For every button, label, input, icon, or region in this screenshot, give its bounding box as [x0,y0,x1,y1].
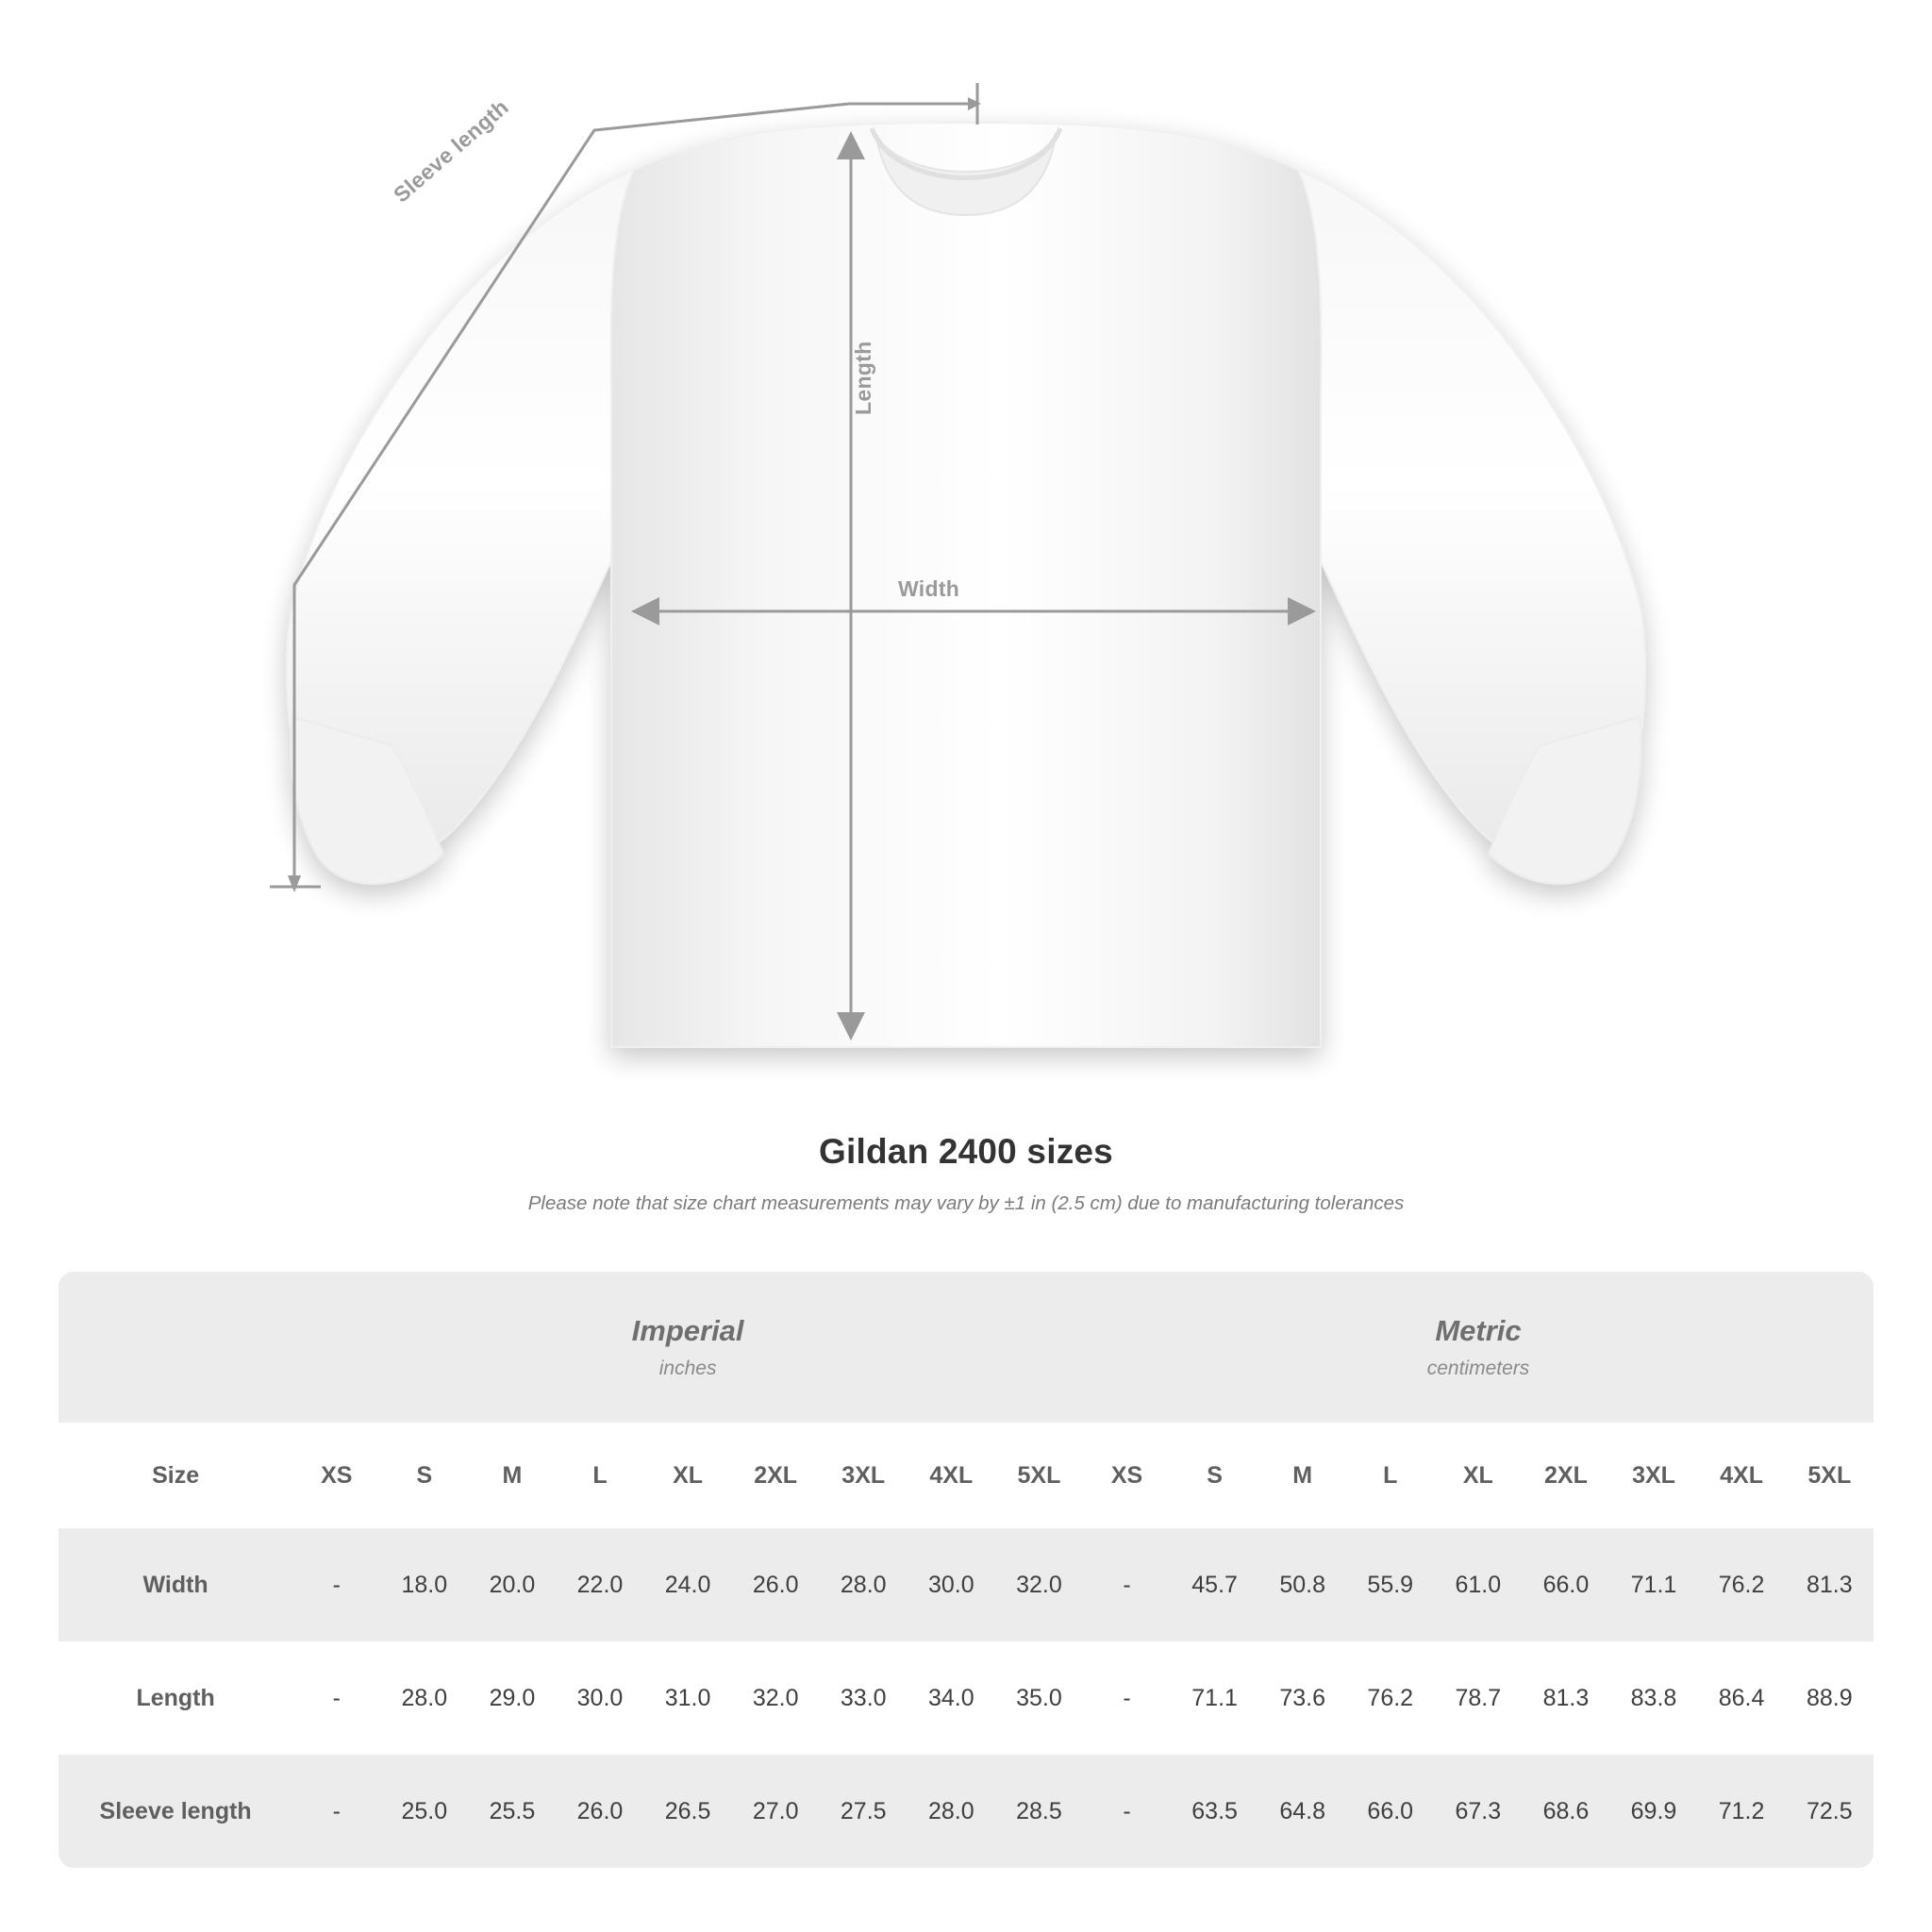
cell-width-metric-xl: 61.0 [1434,1528,1522,1641]
cell-length-imperial-xl: 31.0 [644,1641,732,1755]
size-header-row [58,1423,1874,1528]
size-header-metric-m: M [1258,1423,1346,1528]
cell-width-imperial-3xl: 28.0 [820,1528,908,1641]
cell-sleeve-imperial-xl: 26.5 [644,1755,732,1868]
cell-length-metric-3xl: 83.8 [1609,1641,1697,1755]
cell-width-metric-l: 55.9 [1346,1528,1434,1641]
size-chart-table-wrap [58,1272,1874,1868]
size-header-metric-xl: XL [1434,1423,1522,1528]
unit-sub-imperial: inches [658,1357,717,1379]
title-block [0,1132,1932,1215]
size-header-metric-3xl: 3XL [1609,1423,1697,1528]
cell-sleeve-imperial-m: 25.5 [468,1755,556,1868]
cell-length-metric-m: 73.6 [1258,1641,1346,1755]
row-label-width: Width [58,1528,292,1641]
cell-width-imperial-xl: 24.0 [644,1528,732,1641]
size-header-metric-5xl: 5XL [1786,1423,1874,1528]
shirt-shape [287,123,1645,1047]
cell-sleeve-metric-s: 63.5 [1171,1755,1258,1868]
cell-width-metric-5xl: 81.3 [1786,1528,1874,1641]
cell-length-metric-xl: 78.7 [1434,1641,1522,1755]
cell-width-imperial-2xl: 26.0 [732,1528,820,1641]
size-header-metric-s: S [1171,1423,1258,1528]
cell-sleeve-metric-xs: - [1083,1755,1171,1868]
cell-length-imperial-4xl: 34.0 [908,1641,995,1755]
size-header-metric-xs: XS [1083,1423,1171,1528]
sleeve-length-label: Sleeve length [389,94,513,208]
unit-header-imperial [292,1272,1083,1423]
cell-length-metric-s: 71.1 [1171,1641,1258,1755]
cell-length-metric-xs: - [1083,1641,1171,1755]
width-label: Width [898,576,960,601]
cell-sleeve-imperial-s: 25.0 [380,1755,468,1868]
unit-title-metric: Metric [1435,1314,1522,1347]
cell-width-metric-m: 50.8 [1258,1528,1346,1641]
unit-title-imperial: Imperial [631,1314,744,1347]
cell-sleeve-imperial-5xl: 28.5 [995,1755,1083,1868]
cell-width-imperial-s: 18.0 [380,1528,468,1641]
cell-sleeve-metric-l: 66.0 [1346,1755,1434,1868]
cell-sleeve-imperial-3xl: 27.5 [820,1755,908,1868]
size-header-imperial-xs: XS [292,1423,380,1528]
cell-sleeve-metric-5xl: 72.5 [1786,1755,1874,1868]
cell-sleeve-metric-4xl: 71.2 [1698,1755,1786,1868]
cell-sleeve-imperial-xs: - [292,1755,380,1868]
unit-header-metric [1083,1272,1874,1423]
cell-width-metric-4xl: 76.2 [1698,1528,1786,1641]
cell-length-imperial-2xl: 32.0 [732,1641,820,1755]
cell-length-imperial-3xl: 33.0 [820,1641,908,1755]
cell-width-imperial-m: 20.0 [468,1528,556,1641]
size-header-imperial-xl: XL [644,1423,732,1528]
cell-length-metric-5xl: 88.9 [1786,1641,1874,1755]
cell-sleeve-metric-3xl: 69.9 [1609,1755,1697,1868]
cell-sleeve-imperial-l: 26.0 [556,1755,643,1868]
cell-length-imperial-5xl: 35.0 [995,1641,1083,1755]
cell-width-imperial-xs: - [292,1528,380,1641]
cell-width-imperial-4xl: 30.0 [908,1528,995,1641]
size-chart-table [58,1272,1874,1868]
table-row [58,1528,1874,1641]
table-row [58,1641,1874,1755]
row-label-length: Length [58,1641,292,1755]
cell-length-metric-2xl: 81.3 [1522,1641,1609,1755]
cell-sleeve-imperial-4xl: 28.0 [908,1755,995,1868]
cell-length-imperial-l: 30.0 [556,1641,643,1755]
cell-width-metric-2xl: 66.0 [1522,1528,1609,1641]
cell-width-metric-xs: - [1083,1528,1171,1641]
cell-length-metric-4xl: 86.4 [1698,1641,1786,1755]
unit-header-row [58,1272,1874,1423]
size-header-imperial-2xl: 2XL [732,1423,820,1528]
unit-sub-metric: centimeters [1426,1357,1530,1379]
cell-length-metric-l: 76.2 [1346,1641,1434,1755]
cell-sleeve-metric-xl: 67.3 [1434,1755,1522,1868]
cell-sleeve-metric-m: 64.8 [1258,1755,1346,1868]
unit-header-spacer [58,1272,292,1423]
size-header-imperial-4xl: 4XL [908,1423,995,1528]
size-header-metric-2xl: 2XL [1522,1423,1609,1528]
cell-length-imperial-m: 29.0 [468,1641,556,1755]
size-header-imperial-s: S [380,1423,468,1528]
cell-length-imperial-xs: - [292,1641,380,1755]
cell-length-imperial-s: 28.0 [380,1641,468,1755]
cell-width-metric-3xl: 71.1 [1609,1528,1697,1641]
size-header-imperial-m: M [468,1423,556,1528]
size-header-imperial-l: L [556,1423,643,1528]
cell-width-imperial-5xl: 32.0 [995,1528,1083,1641]
size-header-imperial-3xl: 3XL [820,1423,908,1528]
size-header-metric-4xl: 4XL [1698,1423,1786,1528]
cell-sleeve-metric-2xl: 68.6 [1522,1755,1609,1868]
row-label-sleeve-length: Sleeve length [58,1755,292,1868]
cell-width-metric-s: 45.7 [1171,1528,1258,1641]
page-subtitle: Please note that size chart measurements may vary by ±1 in (2.5 cm) due to manufacturing tolerances [527,1192,1405,1214]
size-header-metric-l: L [1346,1423,1434,1528]
page-title: Gildan 2400 sizes [819,1132,1113,1171]
cell-width-imperial-l: 22.0 [556,1528,643,1641]
table-row [58,1755,1874,1868]
size-header-label: Size [58,1423,292,1528]
length-label: Length [851,341,875,415]
cell-sleeve-imperial-2xl: 27.0 [732,1755,820,1868]
size-header-imperial-5xl: 5XL [995,1423,1083,1528]
